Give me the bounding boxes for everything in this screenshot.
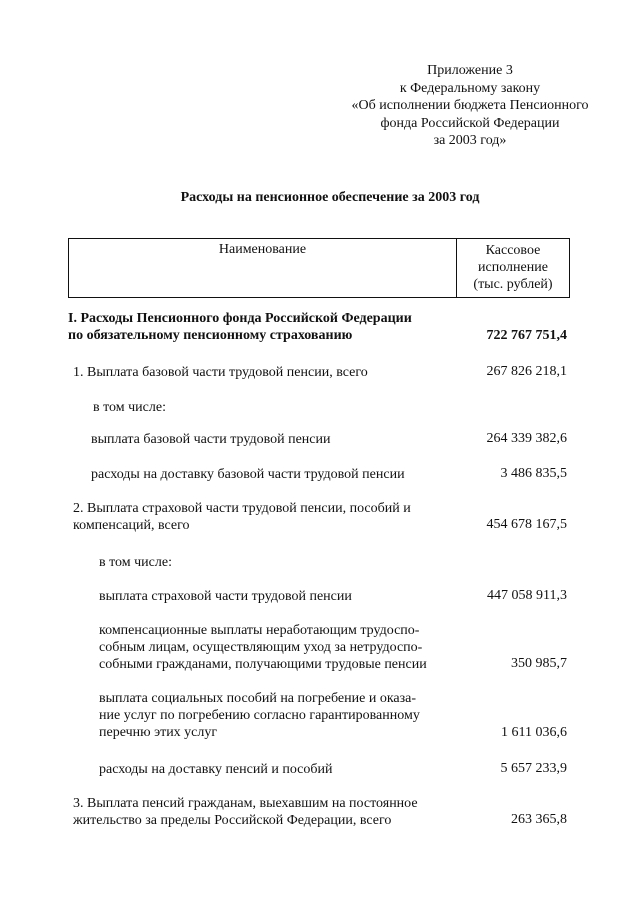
row-name-line: собными гражданами, получающими трудовые пенсии — [99, 657, 427, 672]
row-amount: 267 826 218,1 — [486, 364, 567, 379]
row-name-line: в том числе: — [93, 400, 166, 415]
row-name — [99, 622, 455, 673]
row-amount: 454 678 167,5 — [486, 517, 567, 532]
row-amount: 1 611 036,6 — [501, 725, 567, 740]
row-name — [91, 431, 461, 448]
appendix-line: «Об исполнении бюджета Пенсионного — [351, 98, 589, 113]
row-name — [73, 500, 455, 534]
row-name-line: 3. Выплата пенсий гражданам, выехавшим на постоянное — [73, 796, 418, 811]
column-header-amount — [457, 242, 569, 293]
row-name-line: ние услуг по погребению согласно гарантированному — [99, 708, 420, 723]
row-name — [73, 364, 460, 381]
row-name-line: компенсационные выплаты неработающим трудоспо- — [99, 623, 420, 638]
appendix-line: Приложение 3 — [427, 63, 513, 78]
row-name-line: жительство за пределы Российской Федерации, всего — [73, 813, 392, 828]
row-name — [99, 761, 455, 778]
row-name-line: 2. Выплата страховой части трудовой пенсии, пособий и — [73, 501, 411, 516]
appendix-line: фонда Российской Федерации — [380, 115, 560, 131]
row-amount: 263 365,8 — [511, 812, 567, 827]
row-amount: 447 058 911,3 — [487, 588, 567, 603]
row-name — [91, 466, 461, 483]
row-amount: 264 339 382,6 — [486, 431, 567, 446]
row-amount: 5 657 233,9 — [500, 761, 567, 776]
row-name-line: выплата страховой части трудовой пенсии — [99, 589, 352, 604]
column-header-amount-line: Кассовое — [485, 243, 541, 258]
appendix-line: за 2003 год» — [433, 133, 507, 148]
row-amount: 3 486 835,5 — [500, 466, 567, 481]
row-name — [73, 795, 455, 829]
row-name — [99, 554, 459, 571]
row-amount: 722 767 751,4 — [486, 328, 567, 343]
row-amount: 350 985,7 — [511, 656, 567, 671]
row-name-line: расходы на доставку пенсий и пособий — [99, 762, 333, 777]
row-name-line: 1. Выплата базовой части трудовой пенсии, всего — [73, 365, 368, 380]
row-name-line: компенсаций, всего — [73, 518, 190, 533]
column-header-amount-line: (тыс. рублей) — [473, 277, 553, 292]
row-name-line: перечню этих услуг — [99, 725, 218, 740]
row-name-line: I. Расходы Пенсионного фонда Российской Федерации — [68, 311, 412, 326]
row-name-line: по обязательному пенсионному страхованию — [68, 328, 353, 343]
column-header-amount-line: исполнение — [478, 260, 548, 275]
document-title: Расходы на пенсионное обеспечение за 2003 год — [180, 190, 480, 205]
row-name — [68, 310, 455, 344]
row-name-line: расходы на доставку базовой части трудовой пенсии — [91, 467, 405, 482]
table-header — [68, 238, 570, 298]
row-name-line: выплата базовой части трудовой пенсии — [91, 432, 331, 447]
row-name-line: в том числе: — [99, 555, 172, 570]
appendix-line: к Федеральному закону — [399, 80, 541, 96]
row-name-line: собным лицам, осуществляющим уход за нетрудоспо- — [99, 640, 423, 655]
row-name — [99, 588, 459, 605]
appendix-note — [320, 62, 620, 150]
row-name-line: выплата социальных пособий на погребение и оказа- — [99, 691, 417, 706]
column-header-name: Наименование — [218, 242, 307, 257]
row-name — [99, 690, 455, 741]
row-name — [93, 399, 453, 416]
